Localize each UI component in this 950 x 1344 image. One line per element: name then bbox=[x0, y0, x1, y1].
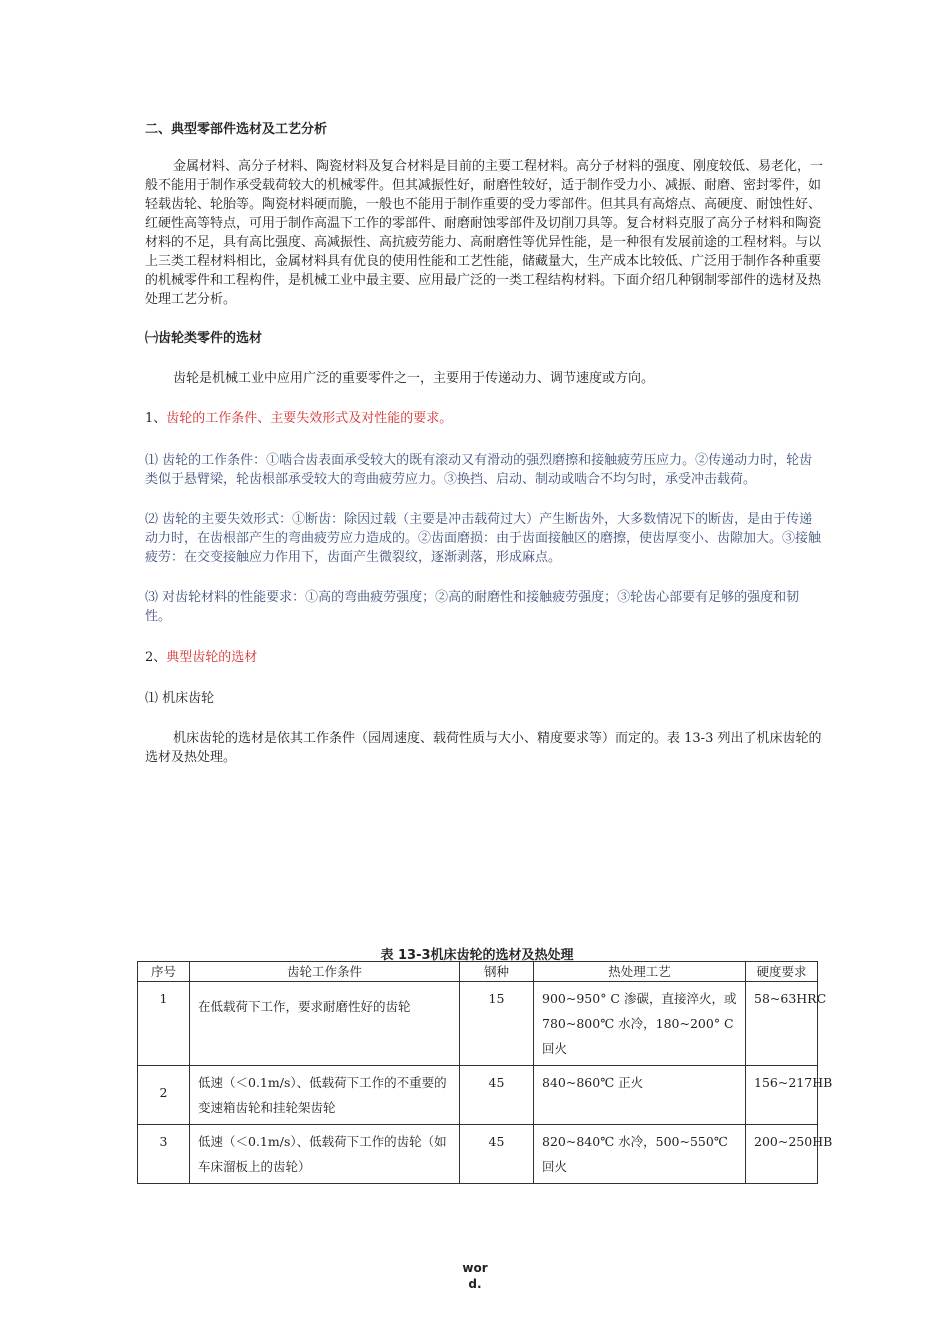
header-working-condition: 齿轮工作条件 bbox=[190, 962, 460, 982]
cell-hardness: 58~63HRC bbox=[746, 982, 818, 1066]
cell-steel-grade: 15 bbox=[460, 982, 534, 1066]
footer-line-1: wor bbox=[462, 1261, 488, 1275]
table-header-row bbox=[138, 962, 818, 982]
cell-steel-grade: 45 bbox=[460, 1125, 534, 1184]
heading-text: 典型齿轮的选材 bbox=[166, 650, 258, 665]
cell-working-condition: 在低载荷下工作，要求耐磨性好的齿轮 bbox=[190, 982, 460, 1066]
gear-intro-paragraph: 齿轮是机械工业中应用广泛的重要零件之一，主要用于传递动力、调节速度或方向。 bbox=[173, 371, 655, 386]
page-footer bbox=[0, 1260, 950, 1292]
header-hardness: 硬度要求 bbox=[746, 962, 818, 982]
table-row bbox=[138, 1066, 818, 1125]
cell-steel-grade: 45 bbox=[460, 1066, 534, 1125]
cell-heat-treatment: 820~840℃ 水冷，500~550℃ 回火 bbox=[534, 1125, 746, 1184]
cell-index: 2 bbox=[138, 1066, 190, 1125]
cell-working-condition: 低速（＜0.1m/s）、低载荷下工作的不重要的变速箱齿轮和挂轮架齿轮 bbox=[190, 1066, 460, 1125]
header-steel-grade: 钢种 bbox=[460, 962, 534, 982]
footer-line-2: d. bbox=[468, 1277, 482, 1291]
machine-gear-paragraph: 机床齿轮的选材是依其工作条件（园周速度、载荷性质与大小、精度要求等）而定的。表 13-3 列出了机床齿轮的选材及热处理。 bbox=[145, 731, 822, 765]
subsection-title: ㈠齿轮类零件的选材 bbox=[145, 331, 263, 346]
cell-heat-treatment: 840~860℃ 正火 bbox=[534, 1066, 746, 1125]
header-index: 序号 bbox=[138, 962, 190, 982]
gear-material-table bbox=[137, 961, 833, 1184]
table-row bbox=[138, 1125, 818, 1184]
machine-gear-heading: ⑴ 机床齿轮 bbox=[145, 691, 215, 706]
header-heat-treatment: 热处理工艺 bbox=[534, 962, 746, 982]
intro-paragraph: 金属材料、高分子材料、陶瓷材料及复合材料是目前的主要工程材料。高分子材料的强度、刚度较低、易老化，一般不能用于制作承受载荷较大的机械零件。但其减振性好，耐磨性较好，适于制作受力小、减振、耐磨、密封零件，如轻载齿轮、轮胎等。陶瓷材料硬而脆，一般也不能用于制作重要的受力零部件。但其具有高熔点、高硬度、耐蚀性好、红硬性高等特点，可用于制作高温下工作的零部件、耐磨耐蚀零部件及切削刀具等。复合材料克服了高分子材料和陶瓷材料的不足，具有高比强度、高减振性、高抗疲劳能力、高耐磨性等优异性能，是一种很有发展前途的工程材料。与以上三类工程材料相比，金属材料具有优良的使用性能和工艺性能，储藏量大，生产成本比较低、广泛用于制作各种重要的机械零件和工程构件，是机械工业中最主要、应用最广泛的一类工程结构材料。下面介绍几种钢制零部件的选材及热处理工艺分析。 bbox=[145, 159, 824, 307]
heading-typical-gear-selection bbox=[145, 648, 825, 667]
table-row bbox=[138, 982, 818, 1066]
item-performance-requirements: ⑶ 对齿轮材料的性能要求：①高的弯曲疲劳强度；②高的耐磨性和接触疲劳强度；③轮齿心部要有足够的强度和韧性。 bbox=[145, 590, 800, 624]
item-failure-modes: ⑵ 齿轮的主要失效形式：①断齿：除因过载（主要是冲击载荷过大）产生断齿外，大多数情况下的断齿，是由于传递动力时，在齿根部产生的弯曲疲劳应力造成的。②齿面磨损：由于齿面接触区的磨擦，使齿厚变小、齿隙加大。③接触疲劳：在交变接触应力作用下，齿面产生微裂纹，逐渐剥落，形成麻点。 bbox=[145, 512, 822, 565]
heading-number: 1、 bbox=[145, 411, 167, 426]
cell-hardness: 156~217HB bbox=[746, 1066, 818, 1125]
table-caption-number: 表 13-3 bbox=[380, 948, 431, 963]
cell-index: 3 bbox=[138, 1125, 190, 1184]
heading-gear-conditions bbox=[145, 409, 825, 428]
table-caption-text: 机床齿轮的选材及热处理 bbox=[430, 948, 574, 963]
cell-heat-treatment: 900~950° C 渗碳，直接淬火，或 780~800℃ 水冷，180~200° C 回火 bbox=[534, 982, 746, 1066]
heading-text: 齿轮的工作条件、主要失效形式及对性能的要求。 bbox=[166, 411, 453, 426]
cell-hardness: 200~250HB bbox=[746, 1125, 818, 1184]
item-working-conditions: ⑴ 齿轮的工作条件：①啮合齿表面承受较大的既有滚动又有滑动的强烈磨擦和接触疲劳压应力。②传递动力时，轮齿类似于悬臂梁，轮齿根部承受较大的弯曲疲劳应力。③换挡、启动、制动或啮合不均匀时，承受冲击载荷。 bbox=[145, 453, 813, 487]
cell-working-condition: 低速（＜0.1m/s）、低载荷下工作的齿轮（如车床溜板上的齿轮） bbox=[190, 1125, 460, 1184]
section-title: 二、典型零部件选材及工艺分析 bbox=[145, 122, 328, 137]
heading-number: 2、 bbox=[145, 650, 167, 665]
cell-index: 1 bbox=[138, 982, 190, 1066]
